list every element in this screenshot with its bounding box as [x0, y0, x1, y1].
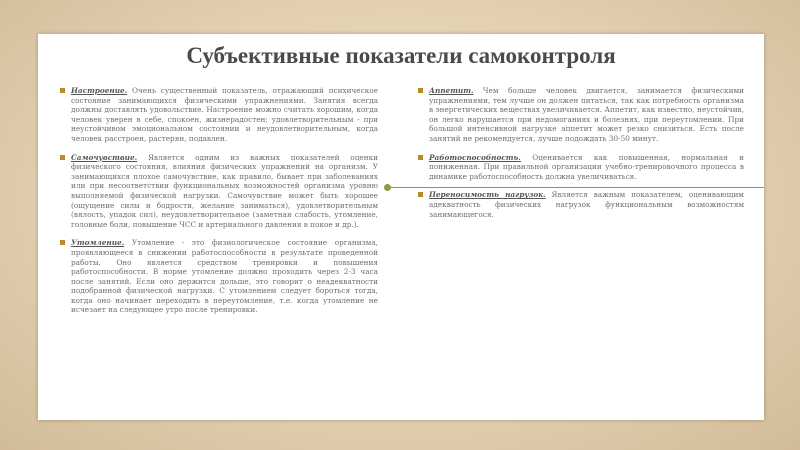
- square-bullet-icon: [60, 240, 65, 245]
- item-term: Самочувствие.: [71, 152, 138, 162]
- list-item-mood: [60, 86, 378, 144]
- item-term: Настроение.: [71, 86, 128, 95]
- item-term: Работоспособность.: [429, 152, 521, 162]
- right-column: [418, 86, 744, 228]
- left-column: [60, 86, 378, 324]
- list-item-wellbeing: [60, 153, 378, 230]
- item-text: Оценивается как повышенная, нормальная и пониженная. При правильной организации учебно-тренировочного процесса в динамике работоспособность должна увеличиваться.: [429, 152, 744, 181]
- square-bullet-icon: [60, 155, 65, 160]
- list-item-appetite: [418, 86, 744, 144]
- item-text: Является важным показателем, оценивающим адекватность физических нагрузок функциональным возможностям занимающегося.: [429, 190, 744, 219]
- slide: [38, 34, 764, 420]
- list-item-load-tolerance: [418, 190, 744, 219]
- item-term: Утомление.: [71, 238, 125, 248]
- square-bullet-icon: [418, 88, 423, 93]
- list-item-performance: [418, 153, 744, 182]
- page-title: Субъективные показатели самоконтроля: [186, 43, 616, 68]
- square-bullet-icon: [60, 88, 65, 93]
- item-term: Переносимость нагрузок.: [429, 190, 546, 200]
- square-bullet-icon: [418, 155, 423, 160]
- list-item-fatigue: [60, 238, 378, 315]
- item-text: Чем больше человек двигается, занимается физическими упражнениями, тем лучше он должен питаться, так как потребность организма в энергетических веществах увеличивается. Аппетит, как известно, неустойчив, он легко нарушается при недомоганиях и болезнях, при переутомлении. При большой интенсивной нагрузке аппетит может резко снизиться. Есть после занятий не рекомендуется, лучше подождать 30-50 минут.: [429, 86, 744, 143]
- item-text: Является одним из важных показателей оценки физического состояния, влияния физических упражнений на организм. У занимающихся плохое самочувствие, как правило, бывает при заболеваниях или при несоответствии функциональных возможностей организма уровню выполняемой физической нагрузки. Самочувствие может быть хорошее (ощущение силы и бодрости, желание заниматься), удовлетворительным (вялость, упадок сил), неудовлетворительное (заметная слабость, утомление, головные боли, повышение ЧСС и артериального давления в покое и др.).: [71, 152, 378, 229]
- item-text: Утомление - это физиологическое состояние организма, проявляющееся в снижении работоспособности в результате проведенной работы. Оно является средством тренировки и повышения работоспособности. В норме утомление должно проходить через 2-3 часа после занятий. Если оно держится дольше, это говорит о неадекватности подобранной физической нагрузки. С утомлением следует бороться тогда, когда оно начинает переходить в переутомление, т.е. когда утомление не исчезает на следующее утро после тренировки.: [71, 238, 378, 315]
- item-term: Аппетит.: [429, 86, 474, 95]
- square-bullet-icon: [418, 192, 423, 197]
- item-text: Очень существенный показатель, отражающий психическое состояние занимающихся физическими упражнениями. Занятия всегда должны доставлять удовольствие. Настроение можно считать хорошим, когда человек уверен в себе, спокоен, жизнерадостен; удовлетворительным - при неустойчивом эмоциональном состоянии и неудовлетворительным, когда человек расстроен, растерян, подавлен.: [71, 86, 378, 143]
